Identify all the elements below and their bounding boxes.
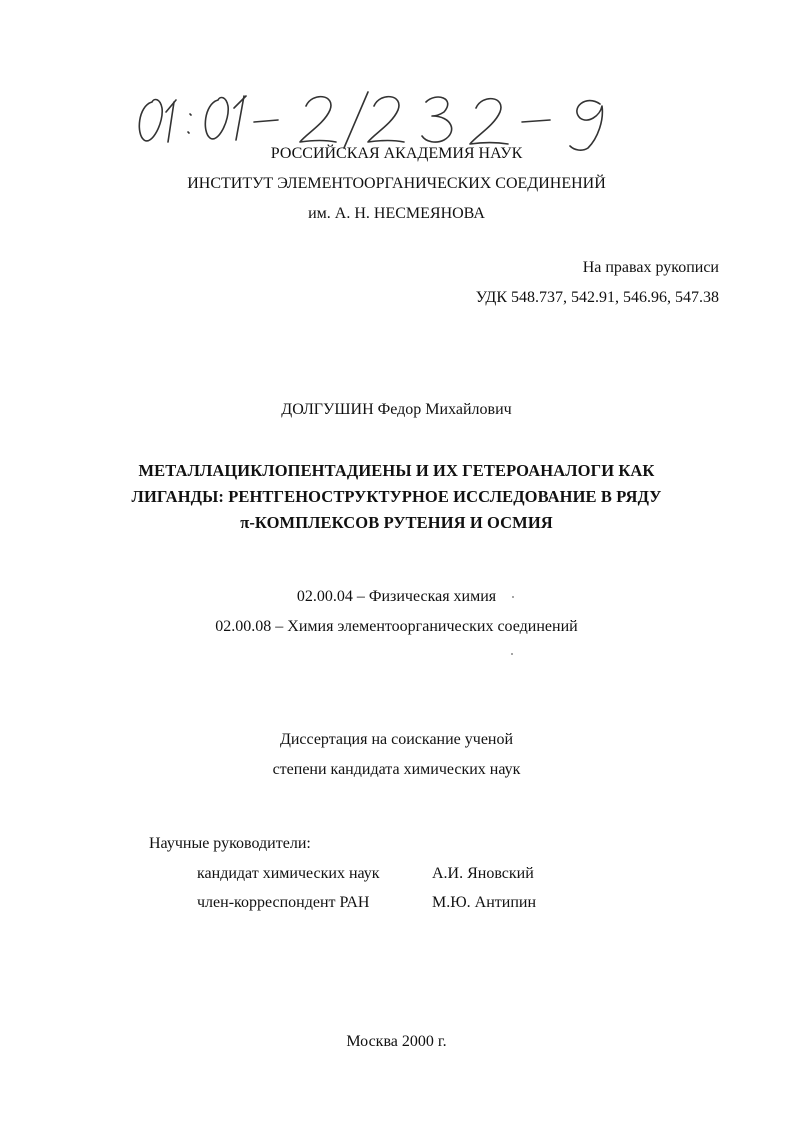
dissertation-statement-line-1: Диссертация на соискание ученой [279,731,514,748]
specialty-organoelement-chemistry: 02.00.08 – Химия элементоорганических соединений [215,618,578,635]
supervisor-1-name: А.И. Яновский [432,865,534,882]
title-line-2: ЛИГАНДЫ: РЕНТГЕНОСТРУКТУРНОЕ ИССЛЕДОВАНИЕ В РЯДУ [131,487,662,506]
scan-speck [511,653,513,655]
supervisors-heading: Научные руководители: [149,835,311,852]
academy-name: РОССИЙСКАЯ АКАДЕМИЯ НАУК [270,145,523,162]
title-line-1: МЕТАЛЛАЦИКЛОПЕНТАДИЕНЫ И ИХ ГЕТЕРОАНАЛОГИ КАК [138,461,655,480]
institute-name: ИНСТИТУТ ЭЛЕМЕНТООРГАНИЧЕСКИХ СОЕДИНЕНИЙ [187,175,606,192]
supervisor-2-title: член-корреспондент РАН [197,894,370,911]
institute-named-after: им. А. Н. НЕСМЕЯНОВА [308,205,485,222]
author-name: ДОЛГУШИН Федор Михайлович [281,401,512,418]
city-year: Москва 2000 г. [346,1033,447,1050]
dissertation-statement-line-2: степени кандидата химических наук [272,761,521,778]
manuscript-rights: На правах рукописи [582,259,719,276]
supervisor-1-title: кандидат химических наук [197,865,380,882]
title-line-3: π-КОМПЛЕКСОВ РУТЕНИЯ И ОСМИЯ [240,513,553,532]
scan-speck [512,596,514,598]
specialty-physical-chemistry: 02.00.04 – Физическая химия [296,588,497,605]
supervisor-2-name: М.Ю. Антипин [432,894,537,911]
udc-codes: УДК 548.737, 542.91, 546.96, 547.38 [475,289,719,306]
dissertation-title [0,458,793,536]
